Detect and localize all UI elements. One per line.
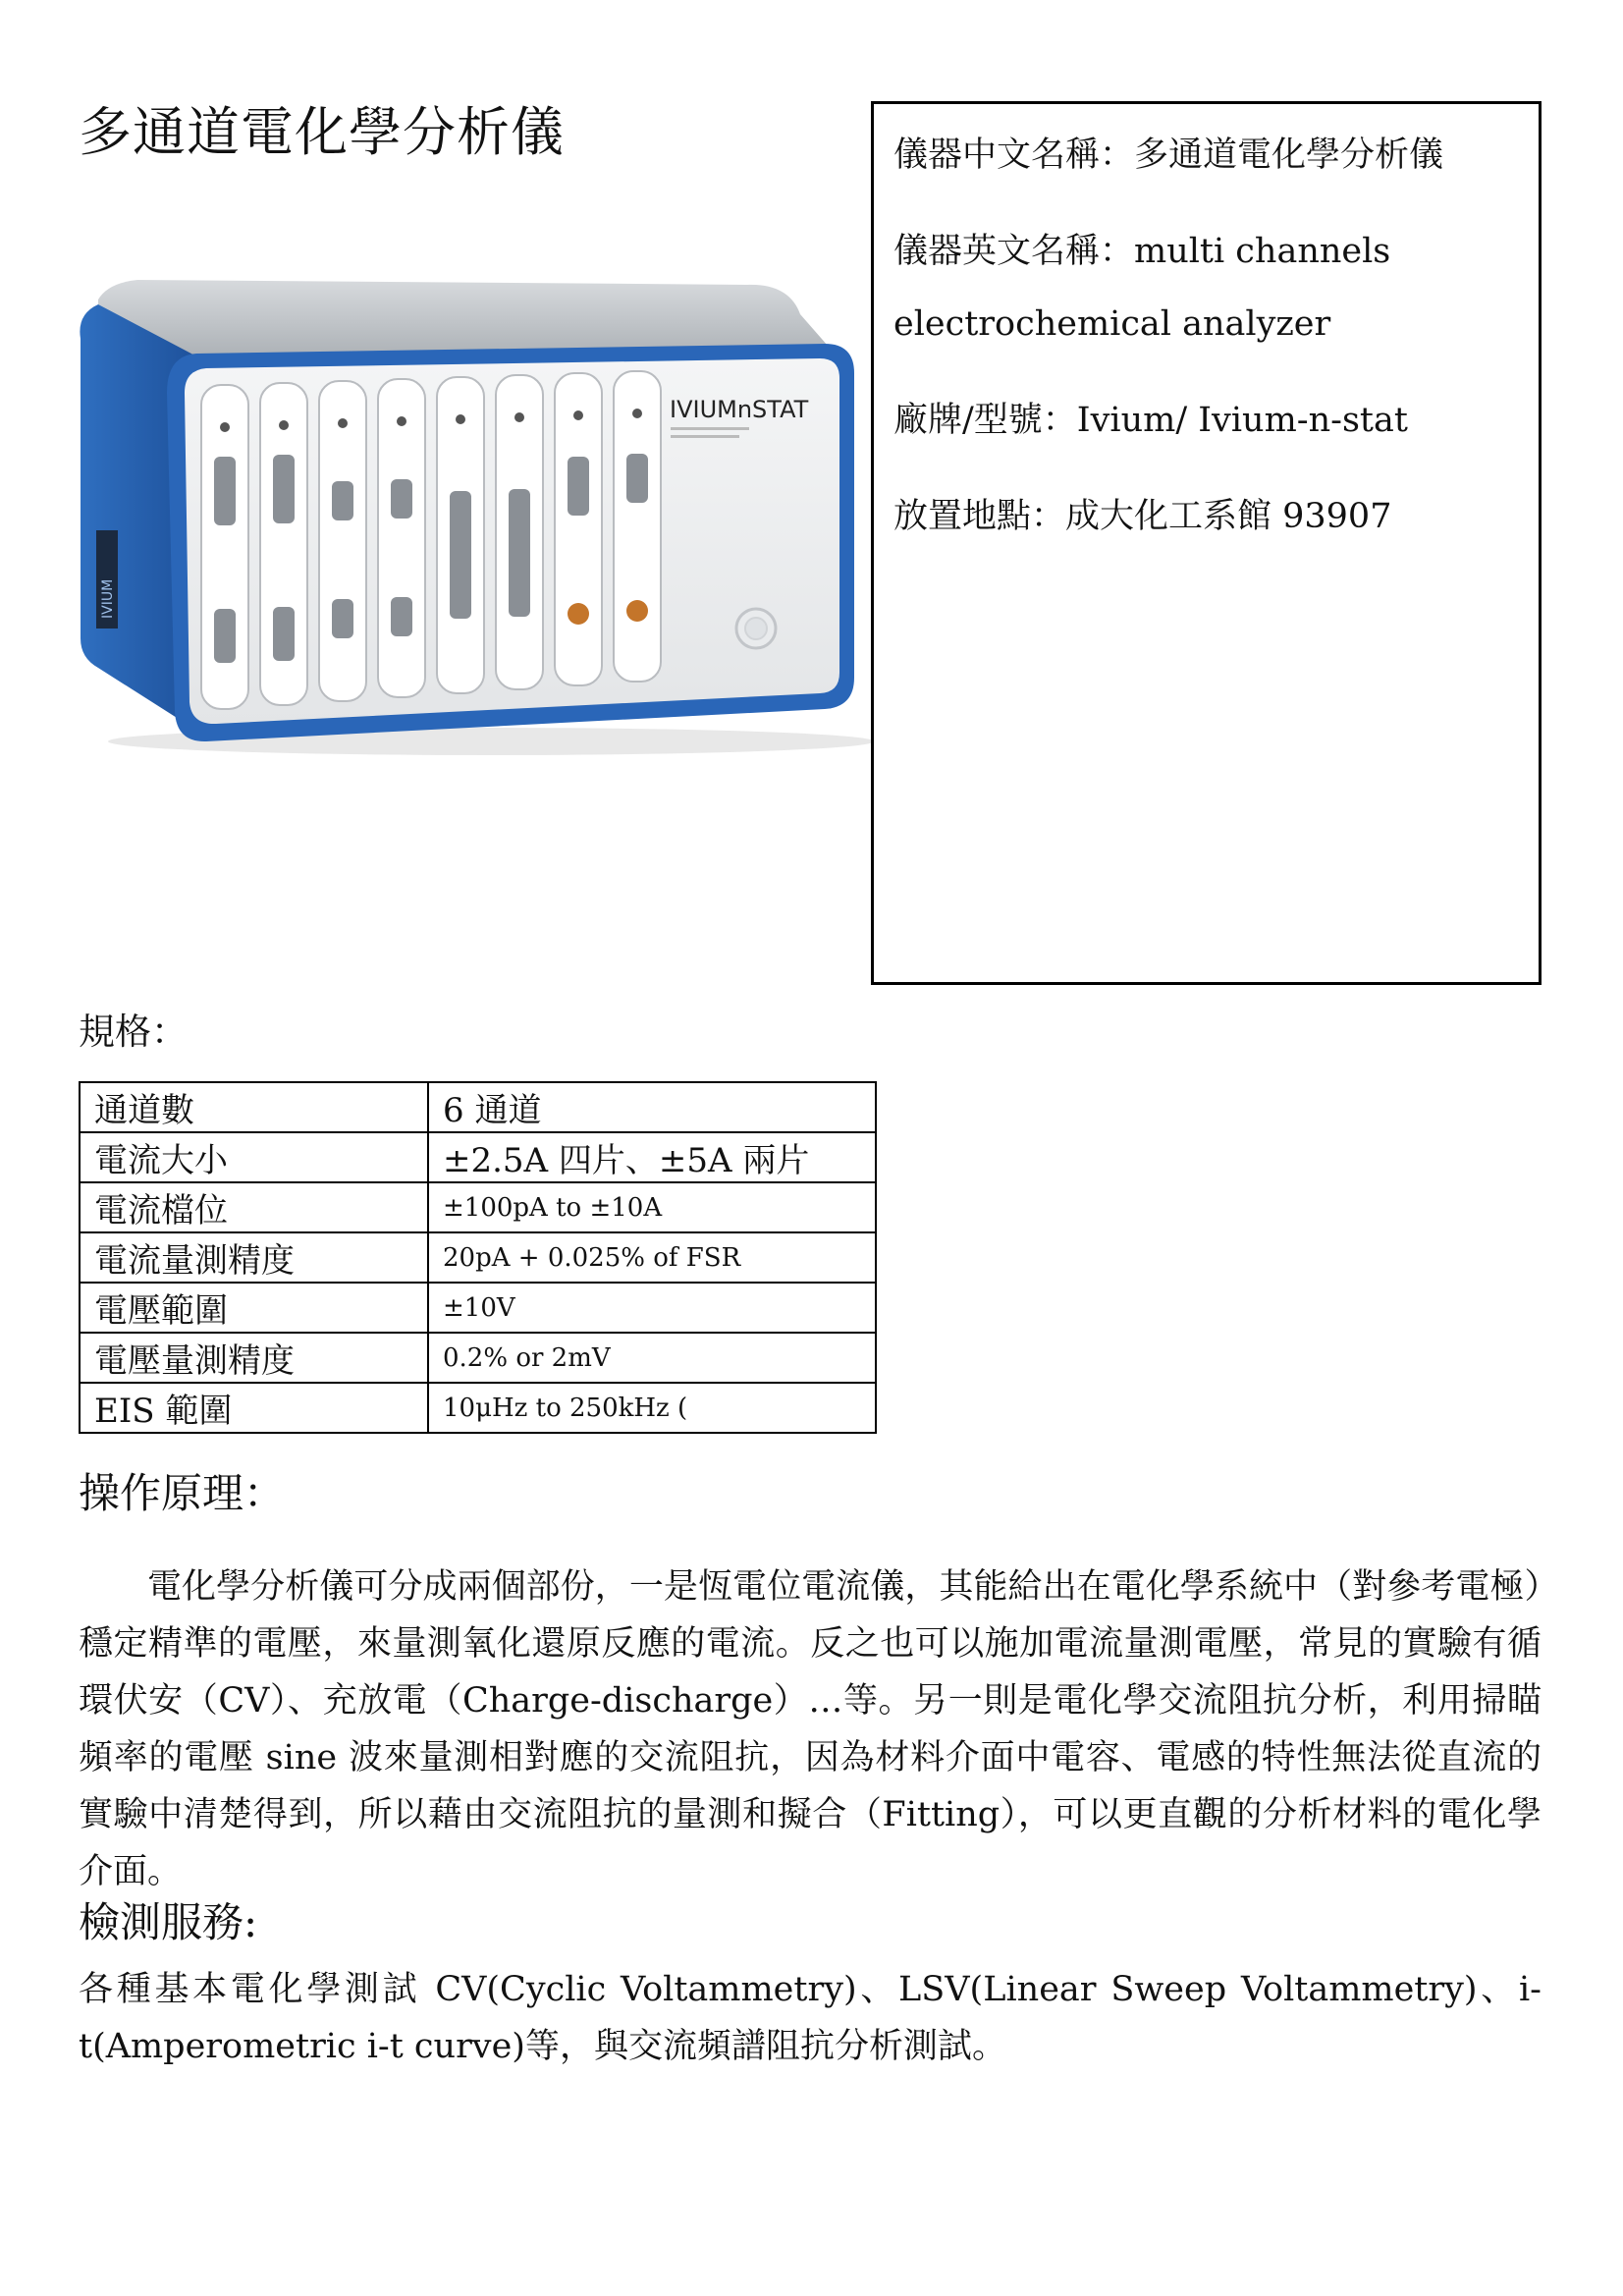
spec-label: 電流大小: [80, 1132, 428, 1182]
spec-table: [79, 1081, 877, 1434]
table-row: [80, 1333, 876, 1383]
spec-value: 6 通道: [428, 1082, 876, 1132]
spec-heading: 規格：: [79, 1011, 188, 1053]
principle-heading: 操作原理：: [79, 1469, 286, 1517]
table-row: [80, 1232, 876, 1283]
service-heading: 檢測服務:: [79, 1898, 258, 1946]
spec-value: ±2.5A 四片、±5A 兩片: [428, 1132, 876, 1182]
spec-label: 電壓量測精度: [80, 1333, 428, 1383]
brand-model: 廠牌/型號：Ivium/ Ivium-n-stat: [893, 401, 1408, 440]
location: 放置地點：成大化工系館 93907: [893, 497, 1392, 536]
brand-label: IVIUMnSTAT: [670, 396, 809, 423]
table-row: [80, 1283, 876, 1333]
table-row: [80, 1132, 876, 1182]
name-zh: 儀器中文名稱：多通道電化學分析儀: [893, 136, 1444, 175]
table-row: [80, 1082, 876, 1132]
service-paragraph: 各種基本電化學測試 CV(Cyclic Voltammetry)、LSV(Linear Sweep Voltammetry)、i-t(Amperometric i-t curve)等，與交流頻譜阻抗分析測試。: [79, 1970, 1542, 2066]
name-en-line1: 儀器英文名稱：multi channels: [893, 232, 1391, 271]
side-logo: IVIUM: [100, 578, 116, 619]
spec-label: 電流量測精度: [80, 1232, 428, 1283]
spec-label: 電流檔位: [80, 1182, 428, 1232]
table-row: [80, 1383, 876, 1433]
spec-label: 通道數: [80, 1082, 428, 1132]
instrument-photo: [69, 246, 874, 756]
spec-value: 20pA + 0.025% of FSR: [428, 1232, 876, 1283]
name-en-line2: electrochemical analyzer: [893, 304, 1331, 344]
page-title: 多通道電化學分析儀: [79, 101, 565, 163]
spec-value: 10μHz to 250kHz (: [428, 1383, 876, 1433]
spec-label: EIS 範圍: [80, 1383, 428, 1433]
spec-label: 電壓範圍: [80, 1283, 428, 1333]
spec-value: ±10V: [428, 1283, 876, 1333]
spec-value: 0.2% or 2mV: [428, 1333, 876, 1383]
spec-value: ±100pA to ±10A: [428, 1182, 876, 1232]
table-row: [80, 1182, 876, 1232]
principle-paragraph: 電化學分析儀可分成兩個部份，一是恆電位電流儀，其能給出在電化學系統中（對參考電極）穩定精準的電壓，來量測氧化還原反應的電流。反之也可以施加電流量測電壓，常見的實驗有循環伏安（CV）、充放電（Charge-discharge）…等。另一則是電化學交流阻抗分析，利用掃瞄頻率的電壓 sine 波來量測相對應的交流阻抗，因為材料介面中電容、電感的特性無法從直流的實驗中清楚得到，所以藉由交流阻抗的量測和擬合（Fitting），可以更直觀的分析材料的電化學介面。: [79, 1567, 1542, 1891]
instrument-info-box: [871, 101, 1542, 985]
